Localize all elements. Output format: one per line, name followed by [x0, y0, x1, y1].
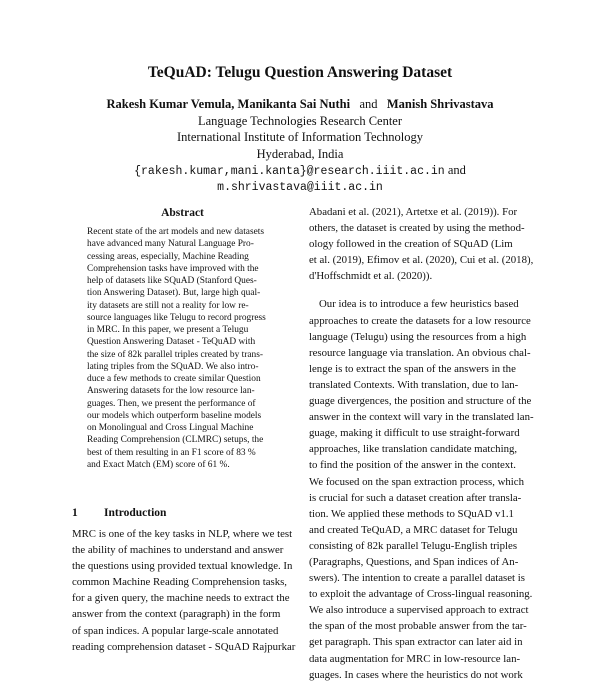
abstract-line: Answering datasets for the low resource lan- — [87, 386, 255, 397]
body-line: answer in the context will vary in the translated lan- — [309, 411, 534, 424]
author-list — [0, 96, 600, 112]
affiliation-city: Hyderabad, India — [256, 146, 344, 161]
right-column-body — [309, 204, 545, 683]
body-line: MRC is one of the key tasks in NLP, where we test — [72, 528, 293, 540]
paper-title: TeQuAD: Telugu Question Answering Dataset — [147, 64, 453, 81]
body-line: consisting of 82k parallel Telugu-English triples — [309, 539, 518, 552]
body-line: ology followed in the creation of SQuAD (Lim — [309, 238, 513, 251]
body-line: others, the dataset is created by using the method- — [309, 222, 525, 235]
abstract-line: help of datasets like SQuAD (Stanford Ques- — [87, 276, 257, 286]
body-line: We focused on the span extraction process, which — [309, 475, 524, 488]
abstract-line: Reading Comprehension (CLMRC) setups, the — [87, 435, 264, 446]
abstract-line: Comprehension tasks have improved with the — [87, 263, 259, 274]
author-and: and — [359, 97, 378, 111]
abstract-line: guages. Then, we present the performance of — [87, 398, 256, 409]
abstract-line: best of them resulting in an F1 score of 83 % — [87, 447, 256, 458]
body-line: to exploit the advantage of Cross-lingual reasoning. — [309, 588, 533, 601]
body-line: the ability of machines to understand and answer — [72, 544, 284, 557]
body-line: lenge is to extract the span of the answers in the — [309, 362, 516, 375]
email-list-2: m.shrivastava@iiit.ac.in — [217, 181, 383, 195]
body-line: approaches to create the datasets for a low resource — [309, 314, 531, 327]
body-line: to find the position of the answer in the context. — [309, 459, 516, 472]
body-line: We also introduce a supervised approach to extract — [309, 604, 529, 617]
affiliation-center: Language Technologies Research Center — [197, 114, 403, 128]
body-line: Abadani et al. (2021), Artetxe et al. (2019)). For — [309, 206, 518, 218]
section-number: 1 — [72, 507, 78, 519]
body-line: is crucial for such a dataset creation after transla- — [309, 491, 522, 504]
body-line: reading comprehension dataset - SQuAD Rajpurkar — [72, 640, 296, 653]
body-line: get paragraph. This span extractor can later aid in — [309, 636, 523, 649]
affiliation-institute: International Institute of Information Technology — [176, 130, 424, 145]
author-names: Rakesh Kumar Vemula, Manikanta Sai Nuthi — [106, 97, 351, 111]
body-line: guage, making it difficult to use straight-forward — [309, 427, 520, 440]
abstract-line: ity datasets are still not a reality for low re- — [87, 300, 249, 311]
author-last: Manish Shrivastava — [386, 97, 494, 111]
abstract-line: source languages like Telugu to record progress — [87, 312, 266, 323]
abstract-line: duce a few methods to create similar Question — [87, 374, 261, 384]
abstract-body — [87, 226, 277, 471]
body-line: d'Hoffschmidt et al. (2020)). — [309, 270, 433, 283]
body-line: et al. (2019), Efimov et al. (2020), Cui et al. (2018), — [309, 254, 534, 267]
abstract-line: on Monolingual and Cross Lingual Machine — [87, 423, 254, 433]
abstract-line: have advanced many Natural Language Pro- — [87, 239, 254, 250]
abstract-line: lating triples from the SQuAD. We also intro- — [87, 361, 259, 372]
body-line: answer from the context (paragraph) in the form — [72, 608, 281, 621]
body-line: language (Telugu) using the resources from a high — [309, 330, 527, 343]
body-line: the span of the most probable answer from the tar- — [309, 620, 527, 633]
abstract-line: and Exact Match (EM) score of 61 %. — [87, 459, 230, 470]
abstract-line: tion Answering Dataset). But, large high qual- — [87, 288, 261, 299]
body-line: the questions using provided textual knowledge. In — [72, 560, 293, 573]
abstract-line: Question Answering Dataset - TeQuAD with — [87, 337, 256, 348]
body-line: Our idea is to introduce a few heuristics based — [319, 298, 519, 311]
affiliation-block — [0, 113, 600, 194]
abstract-line: Recent state of the art models and new datasets — [87, 227, 265, 237]
section-heading-introduction — [72, 506, 302, 520]
body-line: (Paragraphs, Questions, and Span indices of An- — [309, 555, 519, 568]
body-line: common Machine Reading Comprehension tasks, — [72, 576, 287, 589]
body-line: and created TeQuAD, a MRC dataset for Telugu — [309, 523, 518, 536]
introduction-body — [72, 526, 312, 655]
paragraph-2 — [309, 296, 545, 682]
body-line: resource language via translation. An obvious chal- — [309, 346, 531, 359]
body-line: approaches, like translation candidate matching, — [309, 443, 518, 456]
body-line: swers). The intention to create a parallel dataset is — [309, 572, 525, 585]
body-line: data augmentation for MRC in low-resource lan- — [309, 652, 521, 665]
body-line: translated Contexts. With translation, due to lan- — [309, 378, 519, 391]
email-list-1: {rakesh.kumar,mani.kanta}@research.iiit.ac.in — [134, 164, 445, 178]
abstract-line: in MRC. In this paper, we present a Telugu — [87, 325, 249, 335]
affiliation-emails-1 — [0, 162, 600, 178]
abstract-line: the size of 82k parallel triples created by trans- — [87, 349, 263, 360]
body-line: of span indices. A popular large-scale annotated — [72, 624, 279, 637]
abstract-line: cessing areas, especially, Machine Reading — [87, 251, 249, 262]
body-line: guage divergences, the position and structure of the — [309, 395, 532, 408]
body-line: guages. In cases where the heuristics do not work — [309, 668, 523, 681]
paragraph-1 — [309, 204, 545, 284]
body-line: for a given query, the machine needs to extract the — [72, 592, 290, 605]
abstract-line: our models which outperform baseline models — [87, 410, 262, 421]
body-line: tion. We applied these methods to SQuAD v1.1 — [309, 507, 514, 520]
affiliation-emails-2 — [0, 178, 600, 194]
abstract-heading: Abstract — [161, 207, 204, 219]
section-title: Introduction — [104, 507, 167, 519]
email-and: and — [447, 162, 466, 177]
